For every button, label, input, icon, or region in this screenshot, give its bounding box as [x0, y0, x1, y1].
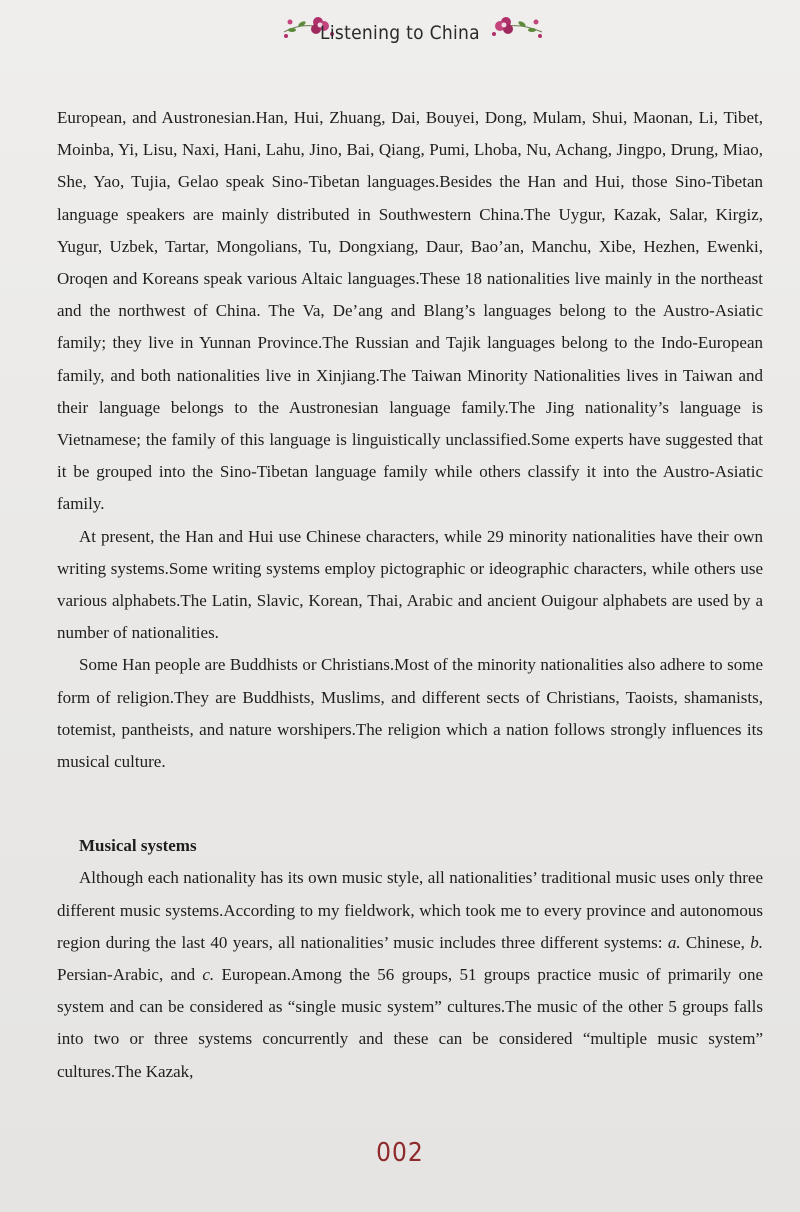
body-paragraph-3: Some Han people are Buddhists or Christians.Most of the minority nationalities also adhere to some form of religion.They are Buddhists, Muslims, and different sects of Christians, Taoists, shamanists, totemist, pantheists, and nature worshipers.The religion which a nation follows strongly influences its musical culture.: [57, 655, 763, 772]
body-paragraph-1: European, and Austronesian.Han, Hui, Zhuang, Dai, Bouyei, Dong, Mulam, Shui, Maonan, Li, Tibet, Moinba, Yi, Lisu, Naxi, Hani, Lahu, Jino, Bai, Qiang, Pumi, Lhoba, Nu, Achang, Jingpo, Drung, Miao, She, Yao, Tujia, Gelao speak Sino-Tibetan languages.Besides the Han and Hui, those Sino-Tibetan language speakers are mainly distributed in Southwestern China.The Uygur, Kazak, Salar, Kirgiz, Yugur, Uzbek, Tartar, Mongolians, Tu, Dongxiang, Daur, Bao’an, Manchu, Xibe, Hezhen, Ewenki, Oroqen and Koreans speak various Altaic languages.These 18 nationalities live mainly in the northeast and the northwest of China. The Va, De’ang and Blang’s languages belong to the Austro-Asiatic family; they live in Yunnan Province.The Russian and Tajik languages belong to the Indo-European family, and both nationalities live in Xinjiang.The Taiwan Minority Nationalities lives in Taiwan and their language belongs to the Austronesian language family.The Jing nationality’s language is Vietnamese; the family of this language is linguistically unclassified.Some experts have suggested that it be grouped into the Sino-Tibetan language family while others classify it into the Austro-Asiatic family.: [57, 108, 763, 514]
page-body: [57, 102, 763, 1088]
running-header: [0, 8, 800, 48]
page-number: 002: [376, 1138, 424, 1168]
list-letter-b: b.: [750, 932, 763, 952]
paragraph-4-text-end: European.Among the 56 groups, 51 groups practice music of primarily one system and can be considered as “single music system” cultures.The music of the other 5 groups falls into two or three systems concurrently and these can be considered “multiple music system” cultures.The Kazak,: [57, 965, 763, 1081]
paragraph-4-text-start: Although each nationality has its own music style, all nationalities’ traditional music uses only three different music systems.According to my fieldwork, which took me to every province and autonomous region during the last 40 years, all nationalities’ music includes three different systems:: [57, 868, 763, 952]
body-paragraph-2: At present, the Han and Hui use Chinese characters, while 29 minority nationalities have their own writing systems.Some writing systems employ pictographic or ideographic characters, while others use various alphabets.The Latin, Slavic, Korean, Thai, Arabic and ancient Ouigour alphabets are used by a number of nationalities.: [57, 526, 763, 643]
list-letter-c: c.: [202, 965, 215, 985]
body-paragraph-4: [57, 862, 763, 1087]
list-item-b-text: Persian-Arabic, and: [57, 965, 203, 985]
list-letter-a: a.: [667, 932, 681, 952]
running-header-title: Listening to China: [320, 22, 480, 44]
list-item-a-text: Chinese,: [680, 932, 751, 952]
section-heading: Musical systems: [79, 836, 197, 856]
flower-ornament-right-icon: [486, 10, 546, 44]
